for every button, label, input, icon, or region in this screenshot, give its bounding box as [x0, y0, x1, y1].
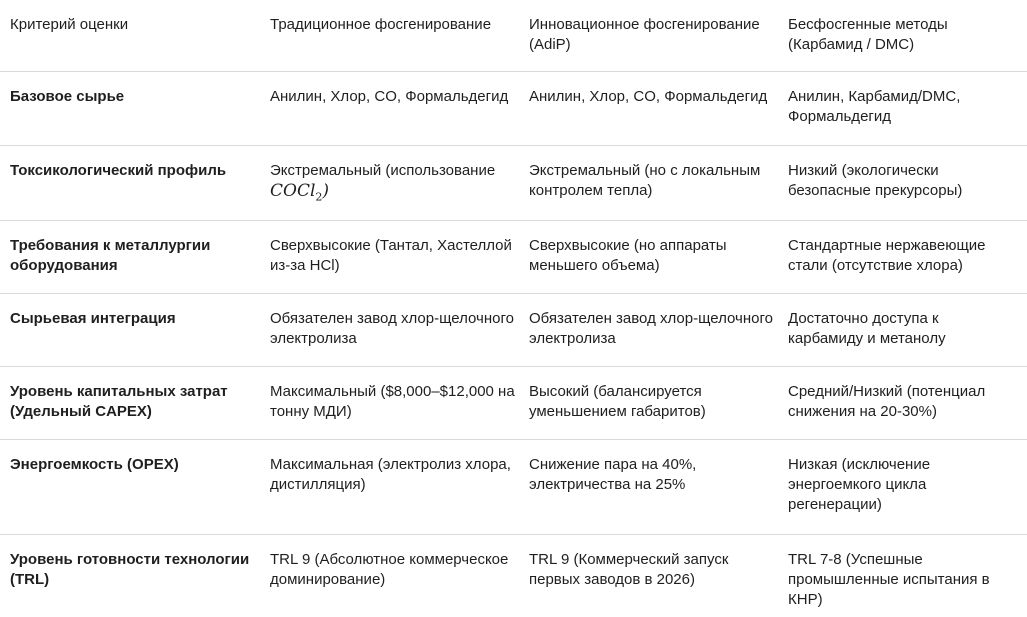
row-cell-innovative: Сверхвысокие (но аппараты меньшего объема) — [529, 237, 727, 274]
row-cell-phosgene-free: Средний/Низкий (потенциал снижения на 20-30%) — [788, 383, 986, 420]
row-cell-phosgene-free: Достаточно доступа к карбамиду и метанолу — [788, 310, 946, 347]
table-row — [0, 221, 1027, 294]
toxicity-text: Экстремальный (использование — [270, 162, 496, 179]
row-criterion: Токсикологический профиль — [10, 162, 227, 179]
row-cell-traditional: Максимальная (электролиз хлора, дистилляция) — [270, 456, 511, 493]
table-row — [0, 146, 1027, 221]
toxicity-close-paren: ) — [322, 181, 330, 201]
phosgene-formula-subscript: 2 — [315, 190, 323, 204]
row-criterion: Требования к металлургии оборудования — [10, 237, 211, 274]
table-row — [0, 72, 1027, 146]
table-row — [0, 535, 1027, 617]
row-cell-phosgene-free: Низкая (исключение энергоемкого цикла регенерации) — [788, 456, 931, 513]
row-cell-innovative: TRL 9 (Коммерческий запуск первых заводов в 2026) — [529, 551, 729, 588]
phosgene-formula-base: COCl — [270, 181, 316, 201]
header-innovative-phosgenation: Инновационное фосгенирование (AdiP) — [529, 16, 760, 53]
row-criterion: Энергоемкость (OPEX) — [10, 456, 179, 473]
row-cell-innovative: Снижение пара на 40%, электричества на 25% — [529, 456, 697, 493]
row-cell-traditional — [270, 146, 529, 220]
row-cell-innovative: Обязателен завод хлор-щелочного электролиза — [529, 310, 773, 347]
phosgene-formula — [270, 181, 323, 204]
row-cell-phosgene-free: Низкий (экологически безопасные прекурсоры) — [788, 162, 963, 199]
row-cell-traditional: Сверхвысокие (Тантал, Хастеллой из-за HCl) — [270, 237, 512, 274]
row-criterion: Уровень капитальных затрат (Удельный CAPEX) — [10, 383, 228, 420]
row-cell-traditional: Анилин, Хлор, CO, Формальдегид — [270, 88, 509, 105]
row-cell-traditional: TRL 9 (Абсолютное коммерческое доминирование) — [270, 551, 509, 588]
row-cell-traditional: Обязателен завод хлор-щелочного электролиза — [270, 310, 514, 347]
row-criterion: Уровень готовности технологии (TRL) — [10, 551, 250, 588]
header-criterion: Критерий оценки — [10, 16, 129, 33]
row-cell-phosgene-free: Анилин, Карбамид/DMC, Формальдегид — [788, 88, 961, 125]
table-row — [0, 440, 1027, 535]
header-phosgene-free-methods: Бесфосгенные методы (Карбамид / DMC) — [788, 16, 948, 53]
row-criterion: Базовое сырье — [10, 88, 125, 105]
row-cell-innovative: Анилин, Хлор, CO, Формальдегид — [529, 88, 768, 105]
row-criterion: Сырьевая интеграция — [10, 310, 176, 327]
row-cell-traditional: Максимальный ($8,000–$12,000 на тонну МДИ) — [270, 383, 515, 420]
row-cell-innovative: Высокий (балансируется уменьшением габаритов) — [529, 383, 706, 420]
row-cell-innovative: Экстремальный (но с локальным контролем тепла) — [529, 162, 761, 199]
table-row — [0, 294, 1027, 367]
table-header-row — [0, 0, 1027, 72]
table-row — [0, 367, 1027, 440]
header-traditional-phosgenation: Традиционное фосгенирование — [270, 16, 492, 33]
row-cell-phosgene-free: TRL 7-8 (Успешные промышленные испытания в КНР) — [788, 551, 990, 608]
row-cell-phosgene-free: Стандартные нержавеющие стали (отсутствие хлора) — [788, 237, 986, 274]
